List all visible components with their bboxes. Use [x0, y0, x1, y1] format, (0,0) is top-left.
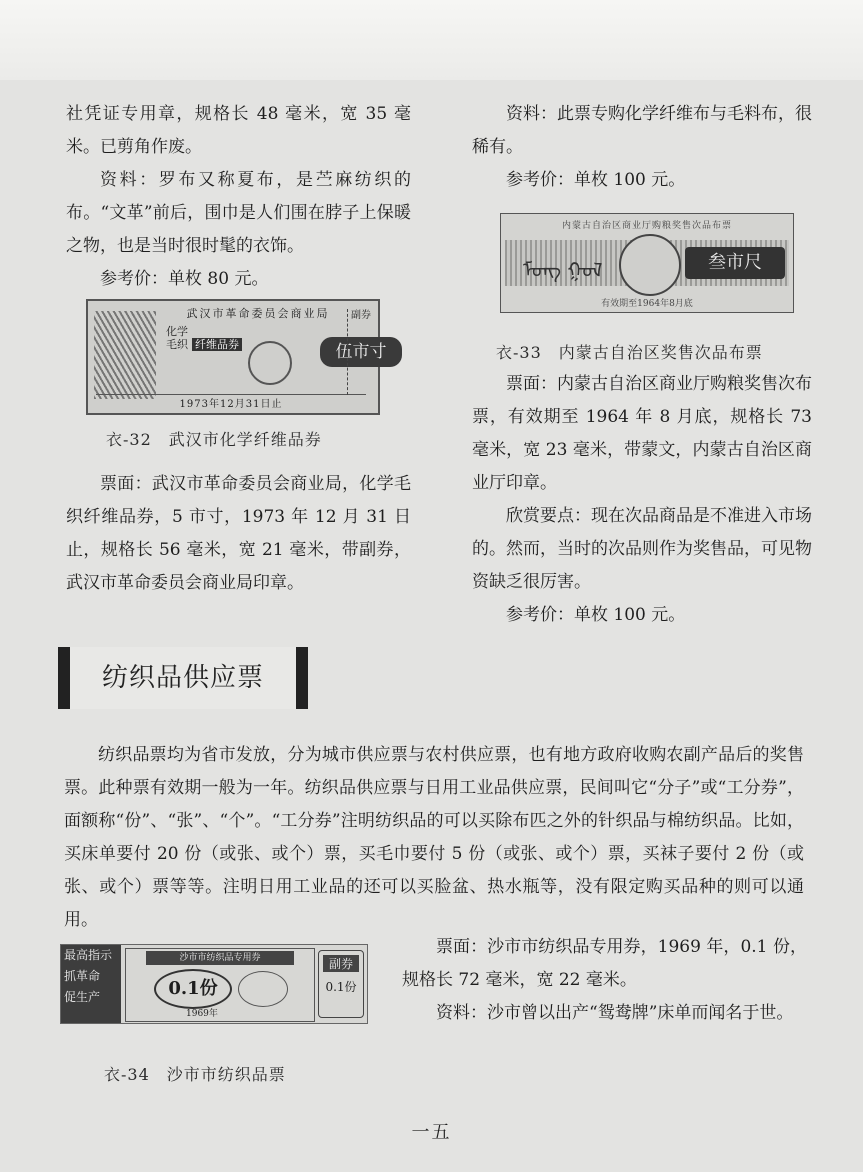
ticket-kind: [166, 325, 242, 351]
slogan-panel: [61, 945, 121, 1023]
ticket-value: 叁市尺: [685, 247, 785, 279]
paragraph: 资料：此票专购化学纤维布与毛料布，很稀有。: [472, 104, 812, 157]
paragraph: 参考价：单枚 100 元。: [506, 605, 686, 625]
ticket-stub: [318, 950, 364, 1018]
left-top-text: [66, 98, 411, 296]
page-top-margin: [0, 0, 863, 80]
paragraph: 参考价：单枚 80 元。: [100, 269, 269, 289]
ticket-kind-line2: 毛织: [166, 338, 188, 351]
ticket-stub: 副券: [347, 309, 374, 395]
ticket-main: [125, 948, 315, 1022]
caption: 衣-32 武汉市化学纤维品券: [106, 430, 322, 449]
ticket-validity: 有效期至1964年8月底: [601, 299, 693, 309]
ticket-year: 1969年: [186, 1009, 218, 1019]
paragraph: 欣赏要点：现在次品商品是不准进入市场的。然而，当时的次品则作为奖售品，可见物资缺乏很厉害。: [472, 506, 812, 592]
paragraph: 票面：武汉市革命委员会商业局，化学毛织纤维品券，5 市寸，1973 年 12 月 31 日止，规格长 56 毫米，宽 21 毫米，带副券，武汉市革命委员会商业局印章。: [66, 474, 411, 593]
slogan-line: 促生产: [64, 990, 101, 1004]
seal-stamp-icon: [238, 971, 288, 1007]
paragraph: 社凭证专用章，规格长 48 毫米，宽 35 毫米。已剪角作废。: [66, 104, 411, 157]
ticket-value: 伍市寸: [320, 337, 402, 367]
slogan-line: 抓革命: [64, 969, 101, 983]
ticket-kind-label: 纤维品券: [192, 338, 242, 351]
ticket-kind-line1: 化学: [166, 325, 188, 338]
right-mid-text: [472, 368, 812, 632]
paragraph: 纺织品票均为省市发放，分为城市供应票与农村供应票，也有地方政府收购农副产品后的奖售票。此种票有效期一般为一年。纺织品供应票与日用工业品供应票，民间叫它“分子”或“工分券”，面额称“份”、“张”、“个”。“工分券”注明纺织品的可以买除布匹之外的针织品与棉纺织品。比如，买床单要付 20 份（或张、或个）票，买毛巾要付 5 份（或张、或个）票，买袜子要付 2 份（或张、或个）票等等。注明日用工业品的还可以买脸盆、热水瓶等，没有限定购买品种的则可以通用。: [64, 745, 804, 930]
paragraph: 资料：罗布又称夏布，是苎麻纺织的布。“文革”前后，围巾是人们围在脖子上保暖之物，也是当时很时髦的衣饰。: [66, 170, 411, 256]
slogan-line: 最高指示: [64, 948, 113, 962]
paragraph: 票面：内蒙古自治区商业厅购粮奖售次布票，有效期至 1964 年 8 月底，规格长 73 毫米，宽 23 毫米，带蒙文，内蒙古自治区商业厅印章。: [472, 374, 812, 493]
ticket-image-shashi: [60, 944, 368, 1024]
paragraph: 资料：沙市曾以出产“鸳鸯牌”床单而闻名于世。: [436, 1003, 794, 1023]
ticket-issuer: 武汉市革命委员会商业局: [186, 307, 330, 320]
section-body: [64, 739, 804, 937]
left-body-text: [66, 468, 411, 600]
right-top-text: [472, 98, 812, 197]
mongolian-script: ᠮᠣᠩ ᠭᠣᠯ: [523, 258, 603, 282]
stub-value: 0.1份: [325, 980, 357, 994]
paragraph: 票面：沙市市纺织品专用券，1969 年，0.1 份，规格长 72 毫米，宽 22 毫米。: [402, 937, 807, 990]
stub-label: 副券: [323, 955, 359, 972]
star-stamp-icon: [248, 341, 292, 385]
ticket-value: 0.1份: [154, 969, 232, 1009]
caption: 衣-34 沙市市纺织品票: [104, 1065, 286, 1084]
fabric-pattern: [94, 311, 156, 399]
right-bottom-text: [402, 931, 807, 1030]
page-number: 一五: [411, 1122, 452, 1143]
ticket-header: 内蒙古自治区商业厅购粮奖售次品布票: [561, 221, 732, 231]
ticket-date: 1973年12月31日止: [96, 394, 366, 409]
caption: 衣-33 内蒙古自治区奖售次品布票: [496, 343, 763, 362]
section-heading: 纺织品供应票: [58, 647, 308, 709]
emblem-icon: [619, 234, 681, 296]
ticket-image-wuhan: [86, 299, 387, 415]
ticket-image-inner-mongolia: [500, 213, 794, 313]
paragraph: 参考价：单枚 100 元。: [506, 170, 686, 190]
ticket-header: 沙市市纺织品专用券: [146, 951, 294, 965]
